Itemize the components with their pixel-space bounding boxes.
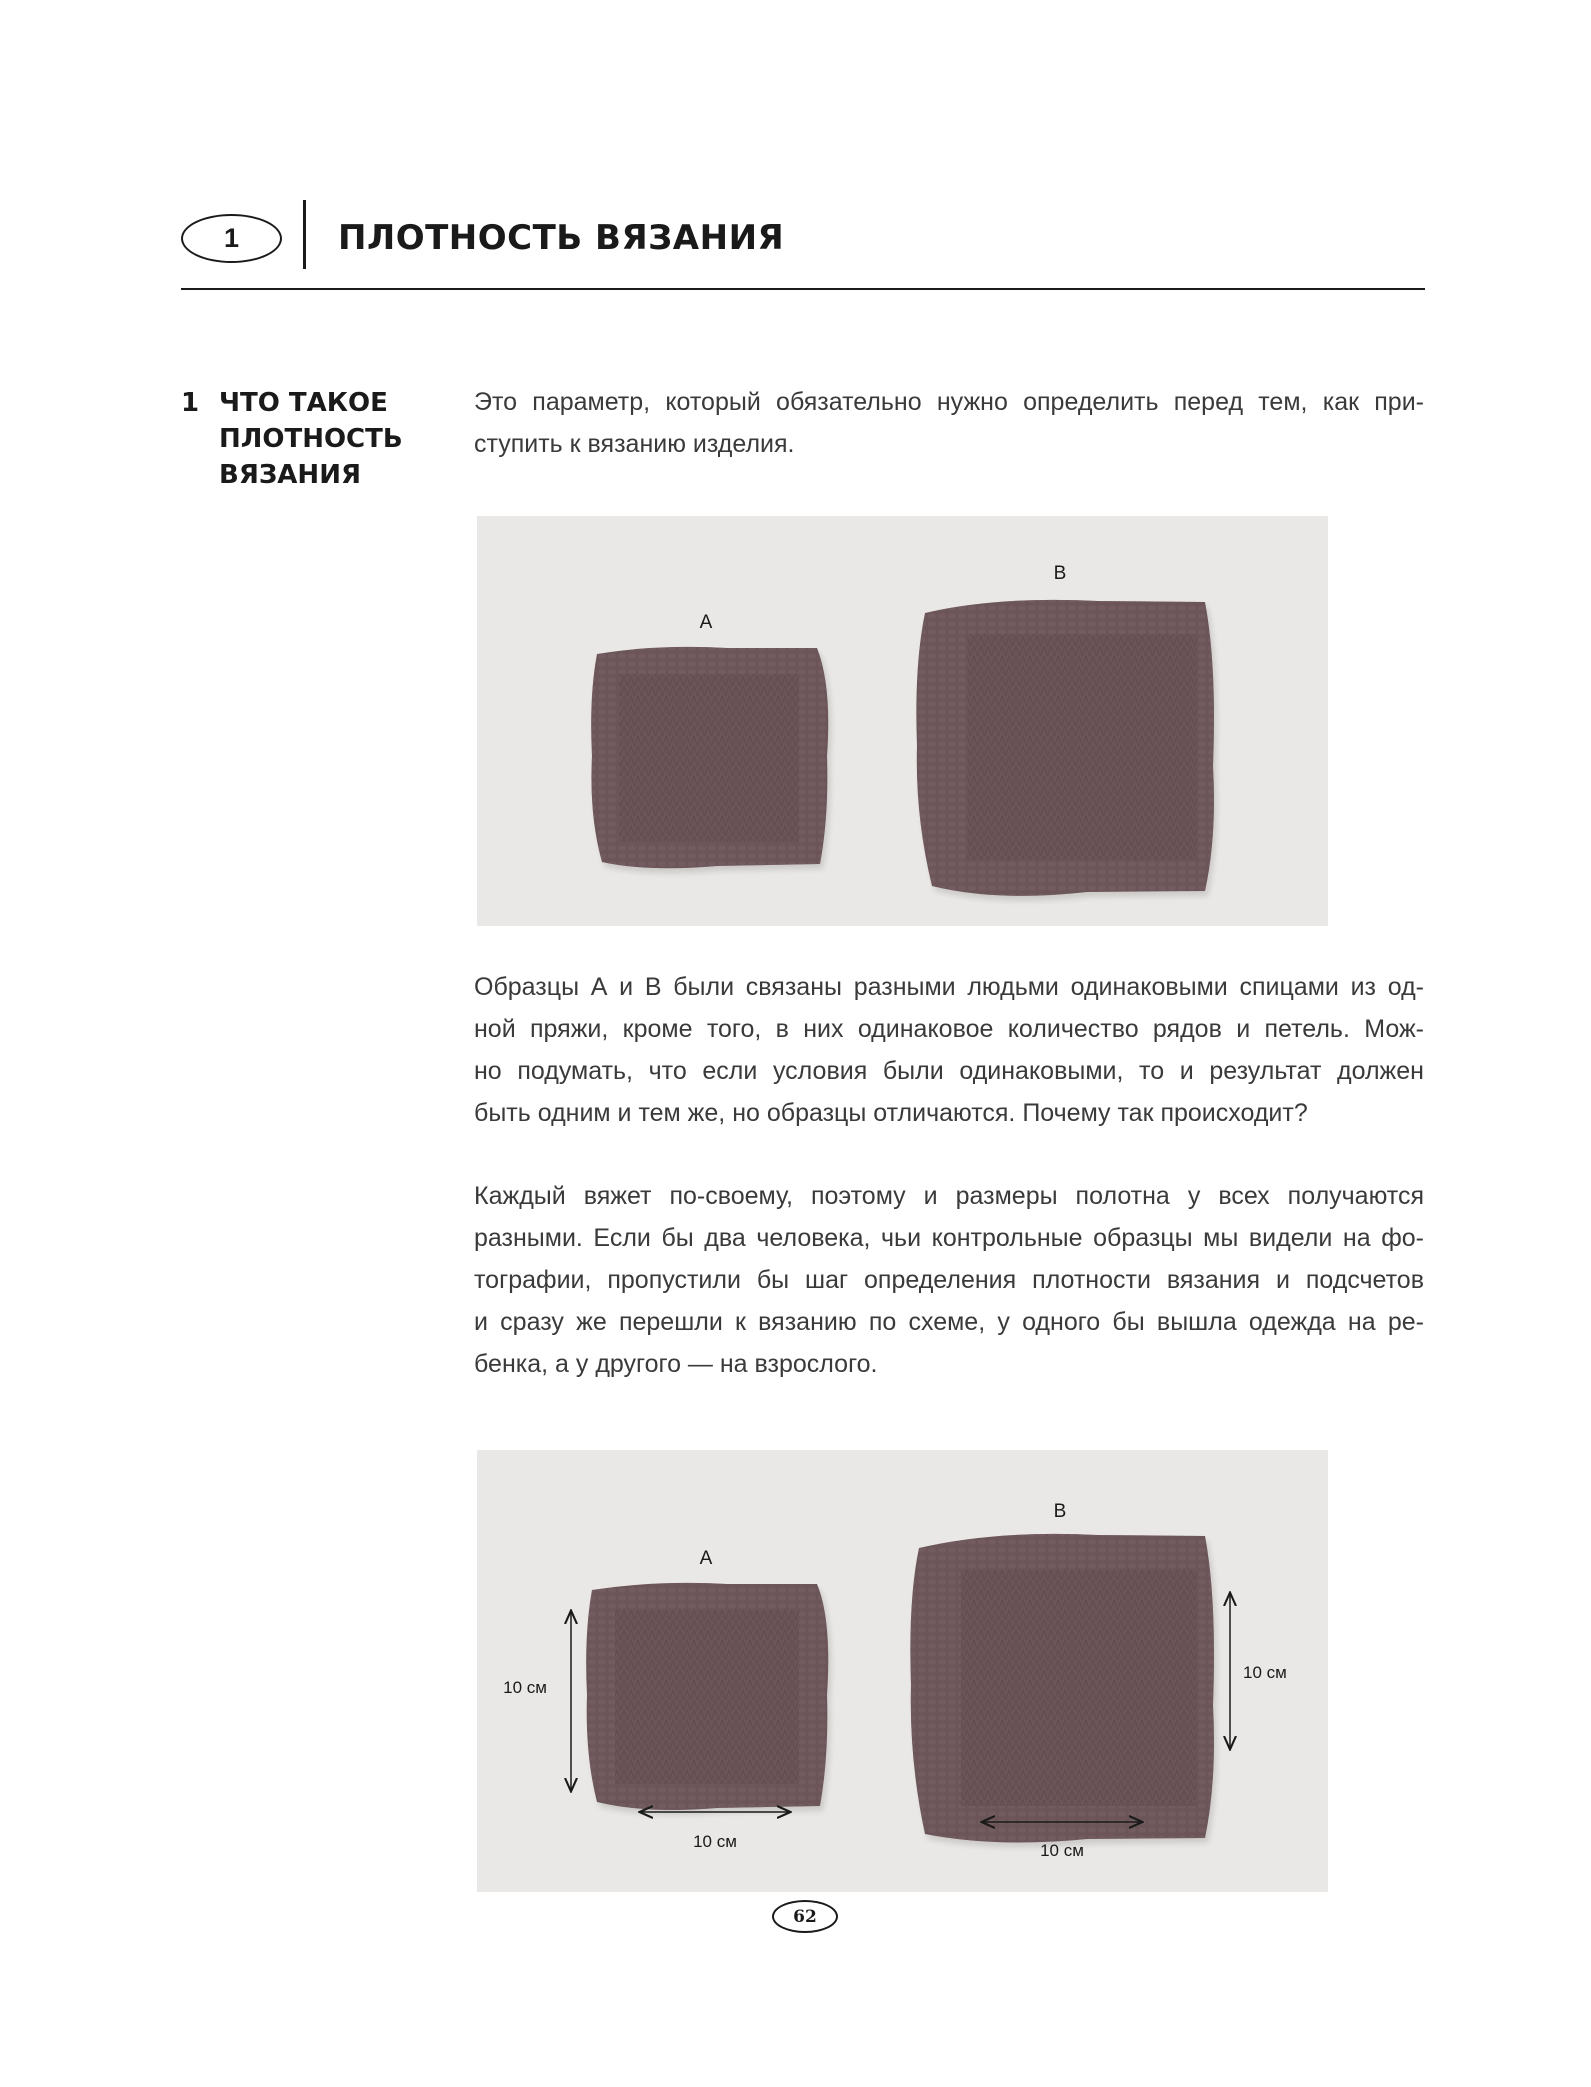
swatches-photo [477, 516, 1328, 926]
paragraph-line: ступить к вязанию изделия. [474, 430, 795, 458]
paragraph-line: и сразу же перешли к вязанию по схеме, у одного бы вышла одежда на ре- [474, 1308, 1424, 1336]
paragraph-line: Каждый вяжет по-своему, поэтому и размеры полотна у всех получаются [474, 1182, 1424, 1210]
paragraph-line: разными. Если бы два человека, чьи контрольные образцы мы видели на фо- [474, 1224, 1424, 1252]
chapter-number-badge: 1 [181, 214, 282, 263]
paragraph-line: но подумать, что если условия были одинаковыми, то и результат должен [474, 1057, 1424, 1085]
header-rule [181, 288, 1425, 290]
b-width-label: 10 см [1040, 1841, 1084, 1860]
section-title-line: ПЛОТНОСТЬ [219, 424, 403, 454]
section-title-line: ВЯЗАНИЯ [219, 460, 361, 490]
section-title-line: ЧТО ТАКОЕ [219, 388, 388, 418]
header-divider [303, 200, 306, 269]
everyone-paragraph [474, 1175, 1424, 1385]
page-number: 62 [772, 1900, 838, 1933]
swatches-measured-illustration [477, 1450, 1328, 1892]
chapter-title: ПЛОТНОСТЬ ВЯЗАНИЯ [338, 218, 785, 258]
b-height-label: 10 см [1243, 1663, 1287, 1682]
section-number: 1 [181, 388, 200, 418]
paragraph-line: бенка, а у другого — на взрослого. [474, 1350, 878, 1378]
paragraph-line: Это параметр, который обязательно нужно определить перед тем, как при- [474, 388, 1424, 416]
swatch-b [910, 1534, 1217, 1848]
paragraph-line: быть одним и тем же, но образцы отличаются. Почему так происходит? [474, 1099, 1308, 1127]
label-b: B [1053, 1501, 1067, 1522]
swatch-a [586, 1583, 831, 1815]
section-title [219, 385, 449, 493]
label-b: B [1053, 563, 1067, 584]
paragraph-line: тографии, пропустили бы шаг определения плотности вязания и подсчетов [474, 1266, 1424, 1294]
a-width-label: 10 см [693, 1832, 737, 1851]
swatch-b [916, 600, 1217, 901]
label-a: A [699, 612, 713, 633]
swatch-a [591, 647, 831, 873]
swatches-measured-photo [477, 1450, 1328, 1892]
paragraph-line: Образцы А и В были связаны разными людьми одинаковыми спицами из од- [474, 973, 1424, 1001]
intro-paragraph [474, 381, 1424, 465]
a-height-label: 10 см [503, 1678, 547, 1697]
samples-paragraph [474, 966, 1424, 1134]
paragraph-line: ной пряжи, кроме того, в них одинаковое количество рядов и петель. Мож- [474, 1015, 1424, 1043]
label-a: A [699, 1548, 713, 1569]
swatches-illustration [477, 516, 1328, 926]
